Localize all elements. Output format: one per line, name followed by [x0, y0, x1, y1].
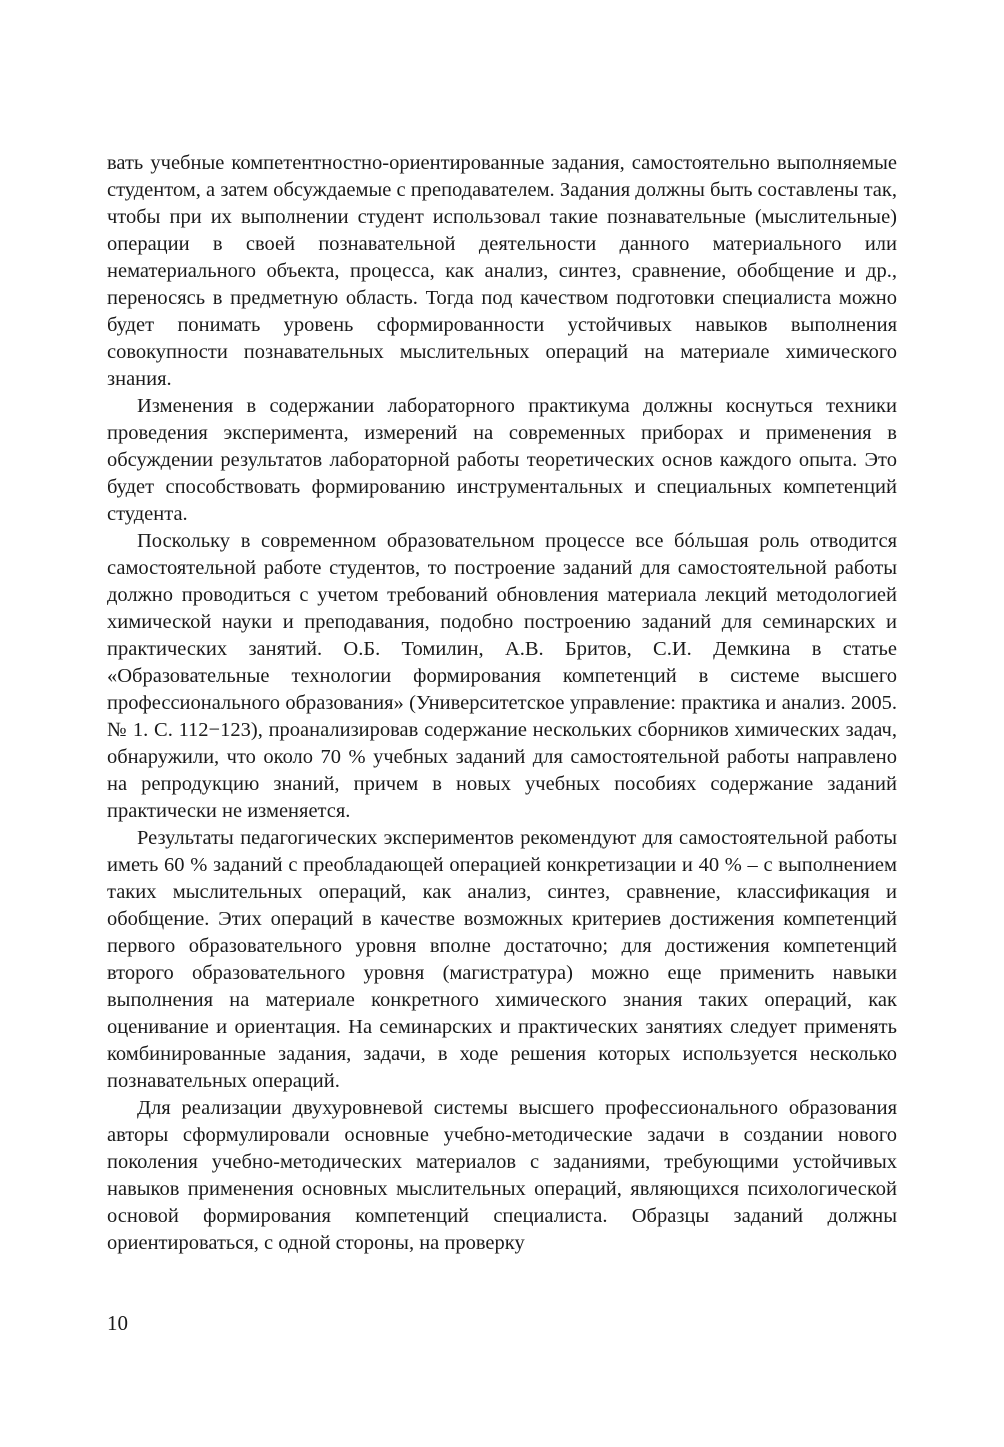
- paragraph-lab-practicum: Изменения в содержании лабораторного практикума должны коснуться техники проведения эксперимента, измерений на современных приборах и применения в обсуждении результатов лабораторной работы теоретических основ каждого опыта. Это будет способствовать формированию инструментальных и специальных компетенций студента.: [107, 395, 897, 525]
- page-body: [107, 150, 897, 1257]
- paragraph-experiment-results: Результаты педагогических экспериментов рекомендуют для самостоятельной работы иметь 60 % заданий с преобладающей операцией конкретизации и 40 % – с выполнением таких мыслительных операций, как анализ, синтез, сравнение, классификация и обобщение. Этих операций в качестве возможных критериев достижения компетенций первого образовательного уровня вполне достаточно; для достижения компетенций второго образовательного уровня (магистратура) можно еще применить навыки выполнения на материале конкретного химического знания таких операций, как оценивание и ориентация. На семинарских и практических занятиях следует применять комбинированные задания, задачи, в ходе решения которых используется несколько познавательных операций.: [107, 827, 897, 1092]
- paragraph-independent-work: Поскольку в современном образовательном процессе все бóльшая роль отводится самостоятельной работе студентов, то построение заданий для самостоятельной работы должно проводиться с учетом требований обновления материала лекций методологией химической науки и преподавания, подобно построению заданий для семинарских и практических занятий. О.Б. Томилин, А.В. Бритов, С.И. Демкина в статье «Образовательные технологии формирования компетенций в системе высшего профессионального образования» (Университетское управление: практика и анализ. 2005. № 1. С. 112−123), проанализировав содержание нескольких сборников химических задач, обнаружили, что около 70 % учебных заданий для самостоятельной работы направлено на репродукцию знаний, причем в новых учебных пособиях содержание заданий практически не изменяется.: [107, 530, 897, 822]
- paragraph-two-level-system: Для реализации двухуровневой системы высшего профессионального образования авторы сформулировали основные учебно-методические задачи в создании нового поколения учебно-методических материалов с заданиями, требующими устойчивых навыков применения основных мыслительных операций, являющихся психологической основой формирования компетенций специалиста. Образцы заданий должны ориентироваться, с одной стороны, на проверку: [107, 1097, 897, 1254]
- page-number: 10: [107, 1311, 128, 1335]
- paragraph-continuation: вать учебные компетентностно-ориентированные задания, самостоятельно выполняемые студентом, а затем обсуждаемые с преподавателем. Задания должны быть составлены так, чтобы при их выполнении студент использовал такие познавательные (мыслительные) операции в своей познавательной деятельности данного материального или нематериального объекта, процесса, как анализ, синтез, сравнение, обобщение и др., переносясь в предметную область. Тогда под качеством подготовки специалиста можно будет понимать уровень сформированности устойчивых навыков выполнения совокупности познавательных мыслительных операций на материале химического знания.: [107, 152, 897, 390]
